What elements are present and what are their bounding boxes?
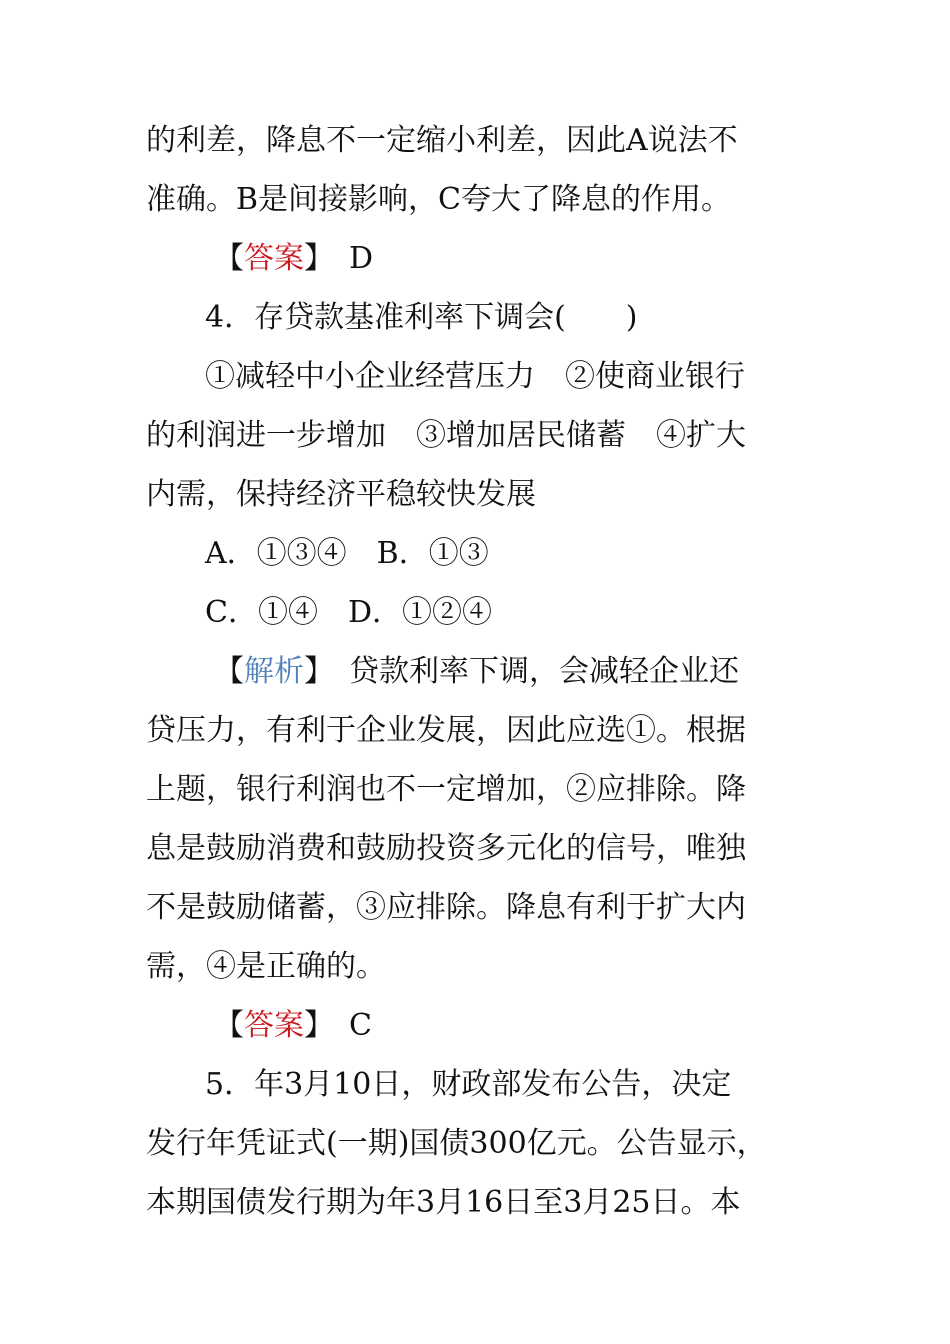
bracket-close: 】 — [304, 654, 319, 689]
text-line: 贷压力，有利于企业发展，因此应选①。根据 — [146, 713, 746, 748]
answer-value: D — [319, 241, 374, 276]
option-line-ab: A．①③④ B．①③ — [205, 536, 489, 571]
text-line: 发行年凭证式(一期)国债300亿元。公告显示， — [146, 1126, 767, 1161]
analysis-tag: 解析 — [244, 654, 304, 689]
text-line: 的利润进一步增加 ③增加居民储蓄 ④扩大 — [146, 418, 746, 453]
answer-line — [214, 1003, 950, 1049]
question-4: 4．存贷款基准利率下调会( ) — [205, 300, 638, 335]
text-line: 不是鼓励储蓄，③应排除。降息有利于扩大内 — [146, 890, 746, 925]
option-line-cd: C．①④ D．①②④ — [205, 595, 493, 630]
answer-tag: 答案 — [244, 241, 304, 276]
text-line: 息是鼓励消费和鼓励投资多元化的信号，唯独 — [146, 831, 746, 866]
answer-value: C — [319, 1008, 372, 1043]
bracket-close: 】 — [304, 241, 319, 276]
question-5: 5．年3月10日，财政部发布公告，决定 — [205, 1067, 732, 1102]
text-line: 本期国债发行期为年3月16日至3月25日。本 — [146, 1185, 741, 1220]
text-line: 上题，银行利润也不一定增加，②应排除。降 — [146, 772, 746, 807]
analysis-line — [214, 649, 950, 695]
bracket-open: 【 — [214, 1008, 244, 1043]
bracket-open: 【 — [214, 241, 244, 276]
analysis-text: 贷款利率下调，会减轻企业还 — [319, 654, 739, 689]
bracket-open: 【 — [214, 654, 244, 689]
text-line: 内需，保持经济平稳较快发展 — [146, 477, 536, 512]
text-line: 准确。B是间接影响，C夸大了降息的作用。 — [146, 182, 731, 217]
answer-tag: 答案 — [244, 1008, 304, 1043]
question-statements: ①减轻中小企业经营压力 ②使商业银行 — [205, 359, 745, 394]
text-line: 需，④是正确的。 — [146, 949, 386, 984]
answer-line — [214, 236, 950, 282]
bracket-close: 】 — [304, 1008, 319, 1043]
text-line: 的利差，降息不一定缩小利差，因此A说法不 — [146, 123, 738, 158]
